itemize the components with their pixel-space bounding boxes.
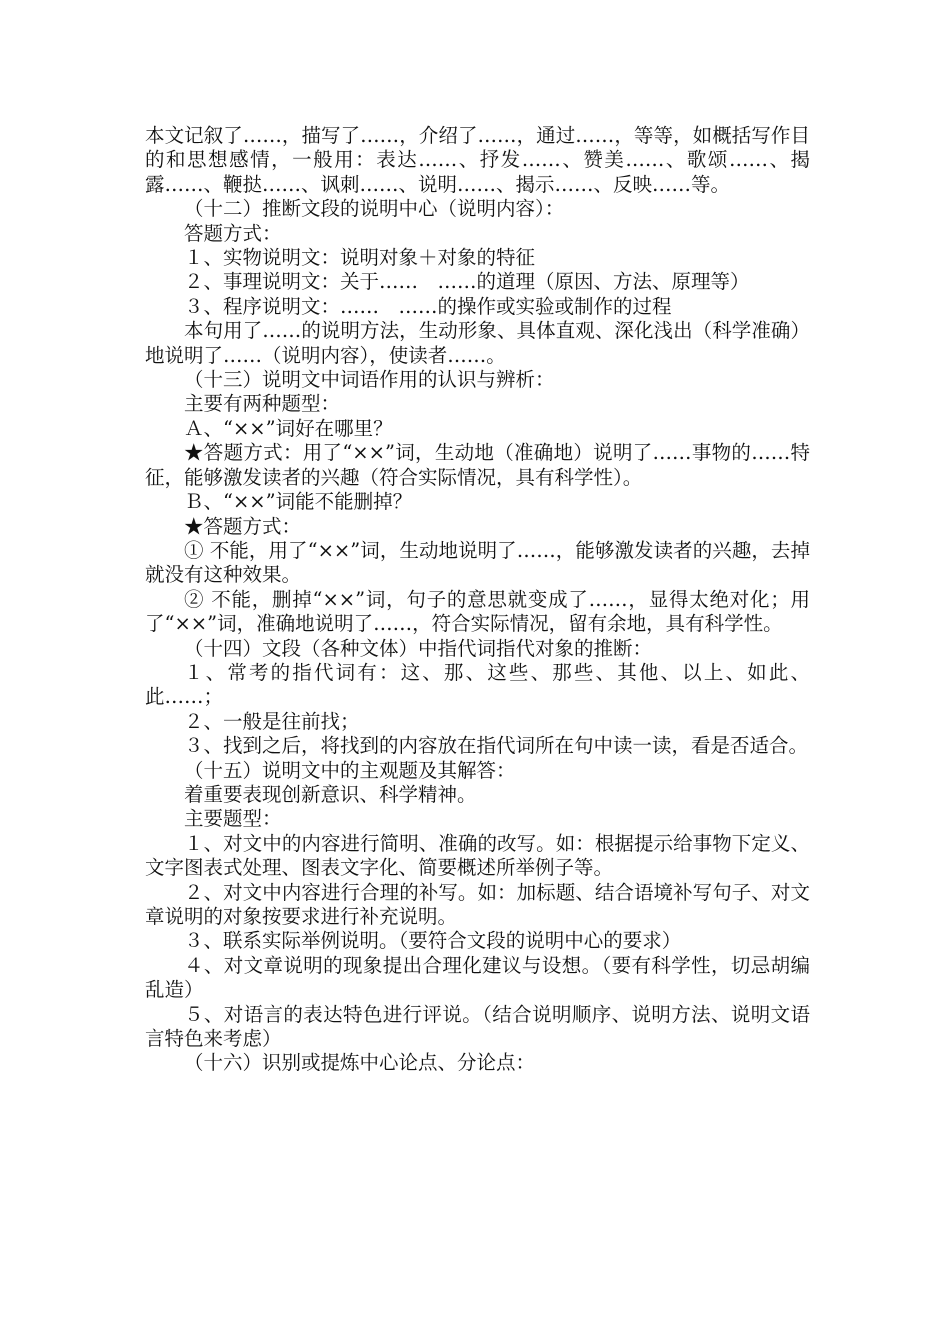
paragraph: 本句用了……的说明方法，生动形象、具体直观、深化浅出（科学准确）地说明了……（说明内容），使读者……。 [145, 319, 810, 367]
list-item: Ａ、“××”词好在哪里？ [184, 416, 393, 440]
paragraph: ★答题方式：用了“××”词，生动地（准确地）说明了……事物的……特征，能够激发读者的兴趣（符合实际情况，具有科学性）。 [145, 441, 810, 489]
section-heading: （十三）说明文中词语作用的认识与辨析： [184, 368, 555, 392]
list-item: ２、一般是往前找； [184, 709, 360, 733]
paragraph: 本文记叙了……，描写了……，介绍了……，通过……，等等，如概括写作目的和思想感情，一般用：表达……、抒发……、赞美……、歌颂……、揭露……、鞭挞……、讽刺……、说明……、揭示……、反映……等。 [145, 124, 810, 196]
paragraph: 主要题型： [184, 807, 282, 831]
section-heading: （十六）识别或提炼中心论点、分论点： [184, 1051, 536, 1075]
list-item: ② 不能，删掉“××”词，句子的意思就变成了……，显得太绝对化；用了“××”词，准确地说明了……，符合实际情况，留有余地，具有科学性。 [145, 587, 810, 636]
list-item: ３、联系实际举例说明。（要符合文段的说明中心的要求） [184, 929, 682, 953]
list-item: １、对文中的内容进行简明、准确的改写。如：根据提示给事物下定义、文字图表式处理、图表文字化、简要概述所举例子等。 [145, 831, 810, 880]
section-heading: （十二）推断文段的说明中心（说明内容）： [184, 197, 565, 221]
document-body [145, 124, 810, 1076]
paragraph: 着重要表现创新意识、科学精神。 [184, 782, 477, 806]
list-item: ① 不能，用了“××”词，生动地说明了……，能够激发读者的兴趣，去掉就没有这种效果。 [145, 538, 810, 587]
paragraph: 主要有两种题型： [184, 392, 341, 416]
list-item: ３、程序说明文：…… ……的操作或实验或制作的过程 [184, 294, 672, 318]
section-heading: （十四）文段（各种文体）中指代词指代对象的推断： [184, 636, 653, 660]
list-item: ５、对语言的表达特色进行评说。（结合说明顺序、说明方法、说明文语言特色来考虑） [145, 1002, 810, 1051]
list-item: ４、对文章说明的现象提出合理化建议与设想。（要有科学性，切忌胡编乱造） [145, 953, 810, 1002]
list-item: ３、找到之后，将找到的内容放在指代词所在句中读一读，看是否适合。 [184, 734, 809, 758]
list-item: ２、事理说明文：关于…… ……的道理（原因、方法、原理等） [184, 270, 750, 294]
section-heading: （十五）说明文中的主观题及其解答： [184, 758, 516, 782]
list-item: １、实物说明文：说明对象＋对象的特征 [184, 246, 536, 270]
paragraph: ★答题方式： [184, 514, 302, 538]
list-item: ２、对文中内容进行合理的补写。如：加标题、结合语境补写句子、对文章说明的对象按要求进行补充说明。 [145, 880, 810, 928]
list-item: Ｂ、“××”词能不能删掉？ [184, 490, 413, 514]
list-item: １、常考的指代词有：这、那、这些、那些、其他、以上、如此、此……； [145, 660, 810, 709]
paragraph: 答题方式： [184, 221, 282, 245]
